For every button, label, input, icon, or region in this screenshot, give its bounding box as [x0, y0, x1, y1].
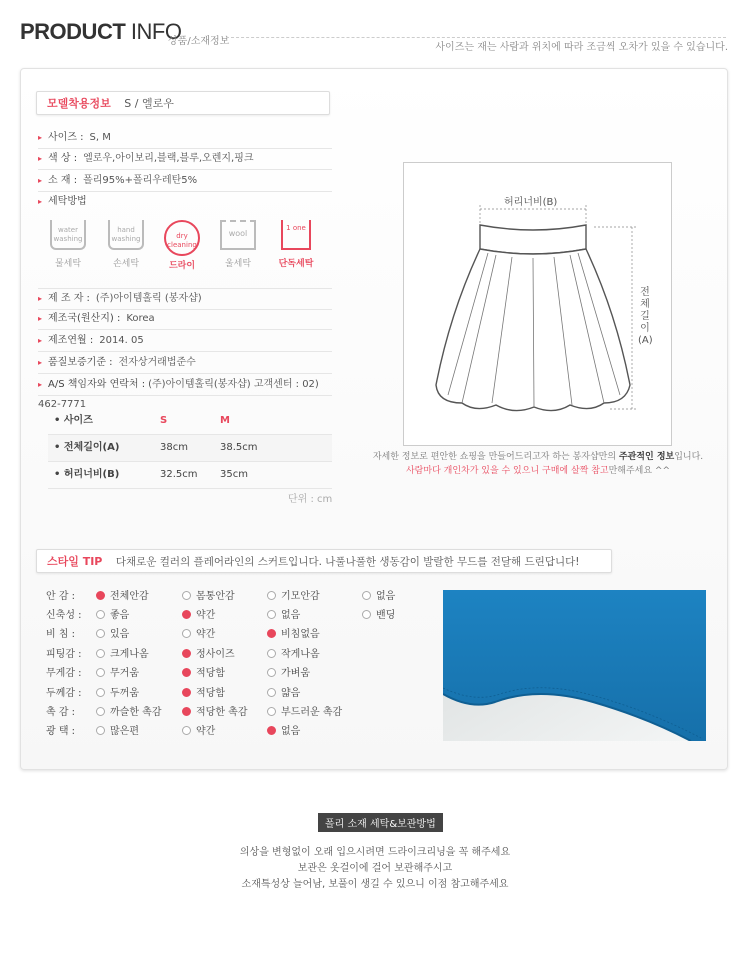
radio-icon — [96, 707, 105, 716]
maker-row: ▸ 제조연월 : 2014. 05 — [38, 331, 332, 352]
table-row: • 전체길이(A) 38cm 38.5cm — [48, 435, 332, 462]
radio-icon — [182, 707, 191, 716]
style-tip-text: 다채로운 컬러의 플레어라인의 스커트입니다. 나풀나풀한 생동감이 발랄한 무드를 전달해 드린답니다! — [115, 556, 580, 568]
size-disclaimer: 사이즈는 재는 사람과 위치에 따라 조금씩 오차가 있을 수 있습니다. — [429, 38, 728, 53]
arrow-icon: ▸ — [38, 154, 43, 163]
spec-row: ▸ 사이즈 : S, M — [38, 128, 332, 149]
model-info-box — [36, 91, 330, 115]
skirt-note: 자세한 정보로 편안한 쇼핑을 만들어드리고자 하는 봉자샵만의 주관적인 정보입니다. 사람마다 개인차가 있을 수 있으니 구매에 살짝 참고만해주세요 ^^ — [372, 452, 704, 476]
fabric-swatch-image — [443, 590, 706, 741]
size-table — [48, 408, 332, 489]
radio-icon — [182, 668, 191, 677]
wash-item: water washing 물세탁 — [48, 220, 88, 269]
arrow-icon: ▸ — [38, 380, 43, 389]
care-line: 소재특성상 늘어남, 보풀이 생길 수 있으니 이점 참고해주세요 — [241, 879, 509, 890]
maker-row: ▸ 제 조 자 : (주)아이템홀릭 (봉자샵) — [38, 288, 332, 310]
arrow-icon: ▸ — [38, 294, 43, 303]
radio-icon — [182, 591, 191, 600]
length-label: 전 체 길 이 (A) — [638, 287, 653, 346]
radio-icon — [182, 688, 191, 697]
radio-icon — [182, 649, 191, 658]
style-tip-label: 스타일 TIP — [47, 555, 103, 568]
radio-icon — [267, 726, 276, 735]
radio-icon — [267, 629, 276, 638]
hand-washing-icon: hand washing — [108, 220, 144, 250]
radio-icon — [362, 610, 371, 619]
radio-icon — [267, 668, 276, 677]
radio-icon — [182, 610, 191, 619]
spec-row: ▸ 소 재 : 폴리95%+폴리우레탄5% — [38, 171, 332, 192]
wash-item: hand washing 손세탁 — [106, 220, 146, 269]
arrow-icon: ▸ — [38, 358, 43, 367]
radio-icon — [267, 707, 276, 716]
spec-row: ▸ 세탁방법 — [38, 196, 87, 207]
care-line: 의상을 변형없이 오래 입으시려면 드라이크리닝을 꼭 해주세요 — [239, 847, 511, 858]
wash-icons — [48, 220, 328, 280]
arrow-icon: ▸ — [38, 176, 43, 185]
arrow-icon: ▸ — [38, 314, 43, 323]
waist-label: 허리너비(B) — [502, 193, 559, 208]
radio-icon — [267, 591, 276, 600]
wash-item: wool 울세탁 — [218, 220, 258, 269]
radio-icon — [182, 629, 191, 638]
radio-icon — [267, 610, 276, 619]
dry-cleaning-icon: dry cleaning — [164, 220, 200, 256]
radio-icon — [182, 726, 191, 735]
maker-row: ▸ 제조국(원산지) : Korea — [38, 309, 332, 330]
care-title: 폴리 소재 세탁&보관방법 — [318, 813, 443, 832]
radio-icon — [96, 591, 105, 600]
arrow-icon: ▸ — [38, 197, 43, 206]
skirt-diagram — [403, 162, 672, 446]
radio-icon — [96, 629, 105, 638]
unit-note: 단위 : cm — [288, 494, 333, 505]
spec-row: ▸ 색 상 : 엘로우,아이보리,블랙,블루,오렌지,핑크 — [38, 149, 332, 170]
radio-icon — [267, 649, 276, 658]
wash-item: 1 one 단독세탁 — [276, 220, 316, 269]
table-header-row: • 사이즈 S M — [48, 408, 332, 435]
radio-icon — [96, 668, 105, 677]
radio-icon — [362, 591, 371, 600]
radio-icon — [96, 726, 105, 735]
radio-icon — [267, 688, 276, 697]
arrow-icon: ▸ — [38, 336, 43, 345]
model-info-value: S / 엘로우 — [124, 97, 174, 110]
wash-item: dry cleaning 드라이 — [162, 220, 202, 271]
table-row: • 허리너비(B) 32.5cm 35cm — [48, 462, 332, 489]
radio-icon — [96, 649, 105, 658]
model-info-label: 모델착용정보 — [47, 97, 111, 110]
style-tip-box — [36, 549, 612, 573]
water-washing-icon: water washing — [50, 220, 86, 250]
wool-icon: wool — [220, 220, 256, 250]
maker-row: ▸ A/S 책임자와 연락처 : (주)아이템홀릭(봉자샵) 고객센터 : 02) 462-7771 — [38, 375, 332, 396]
one-wash-icon: 1 one — [281, 220, 311, 250]
maker-row: ▸ 품질보증기준 : 전자상거래법준수 — [38, 353, 332, 374]
page-subtitle: 상품/소재정보 — [168, 36, 230, 47]
radio-icon — [96, 610, 105, 619]
radio-icon — [96, 688, 105, 697]
page-title: PRODUCT INFO — [20, 19, 182, 44]
care-line: 보관은 옷걸이에 걸어 보관해주시고 — [297, 863, 453, 874]
arrow-icon: ▸ — [38, 133, 43, 142]
